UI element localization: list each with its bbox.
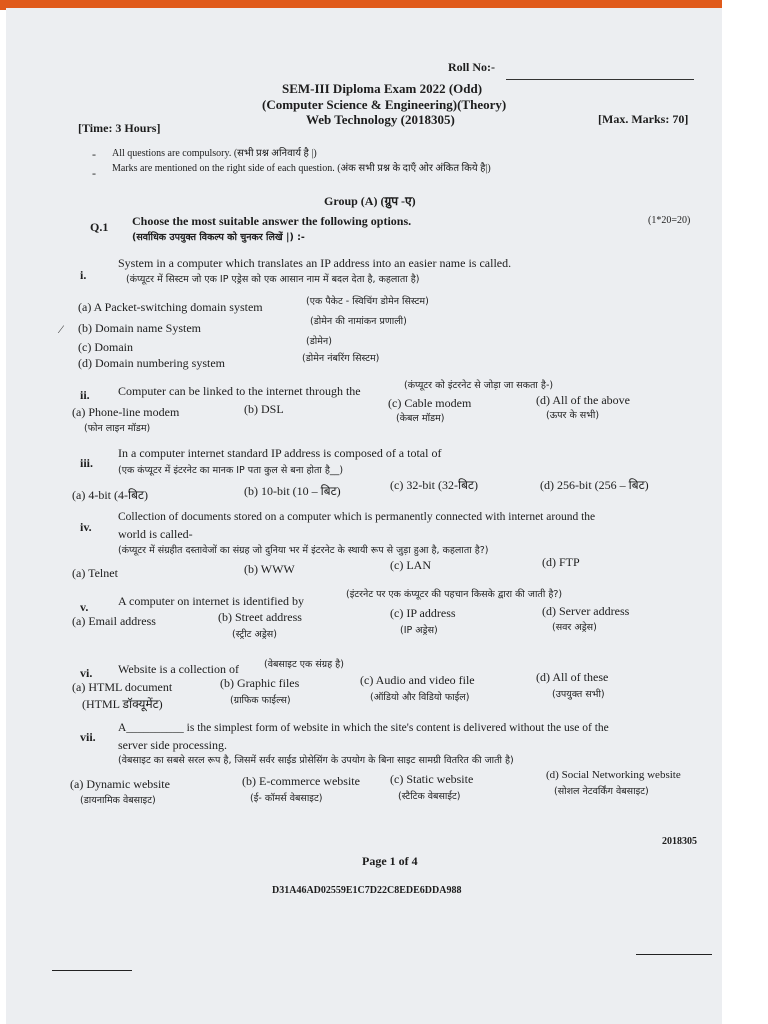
option-a: (a) A Packet-switching domain system: [78, 300, 263, 314]
question-number: ii.: [80, 388, 90, 402]
tick-mark: ⁄: [60, 322, 63, 336]
option-a: (a) Phone-line modem: [72, 405, 180, 419]
option-c-hindi: (केबल मॉडम): [396, 413, 445, 424]
option-a: (a) Dynamic website: [70, 777, 170, 791]
option-a: (a) Email address: [72, 614, 156, 628]
question-text-hindi: (कंप्यूटर में संग्रहीत दस्तावेजों का संग्रह जो दुनिया भर में इंटरनेट के स्थायी रूप से जुड़ा हुआ है, कहलाता है?): [118, 545, 489, 556]
roll-no-line: [506, 79, 694, 80]
option-d: (d) FTP: [542, 555, 580, 569]
q1-title: Choose the most suitable answer the following options.: [132, 214, 412, 228]
option-a-hindi: (एक पैकेट - स्विचिंग डोमेन सिस्टम): [306, 296, 429, 307]
bottom-right-stroke: [636, 954, 712, 955]
option-a: (a) 4-bit (4-बिट): [72, 488, 148, 502]
option-c: (c) IP address: [390, 606, 456, 620]
exam-paper: [6, 8, 722, 1024]
option-b: (b) Domain name System: [78, 321, 201, 335]
option-c-hindi: (ऑडियो और विडियो फाईल): [370, 692, 470, 703]
option-d-hindi: (सवर अड्रेस): [552, 622, 597, 633]
branch-title: (Computer Science & Engineering)(Theory): [262, 97, 507, 112]
question-text-hindi: (कंप्यूटर को इंटरनेट से जोड़ा जा सकता है-): [404, 380, 554, 391]
question-text: In a computer internet standard IP address is composed of a total of: [118, 446, 442, 460]
option-b-hindi: (डोमेन की नामांकन प्रणाली): [310, 316, 407, 327]
question-text-hindi: (वेबसाइट का सबसे सरल रूप है, जिसमें सर्वर साईड प्रोसेसिंग के उपयोग के बिना साइट सामग्री वितरित की जाती है): [118, 755, 514, 766]
option-d: (d) Social Networking website: [546, 769, 681, 781]
question-text: A computer on internet is identified by: [118, 594, 304, 608]
option-c: (c) Domain: [78, 340, 133, 354]
option-b: (b) Street address: [218, 610, 302, 624]
option-d: (d) All of these: [536, 670, 609, 684]
page-number: Page 1 of 4: [362, 854, 418, 868]
option-a-hindi: (HTML डॉक्यूमेंट): [82, 697, 163, 711]
instruction-1: All questions are compulsory. (सभी प्रश्न अनिवार्य है |): [112, 148, 317, 159]
option-d-hindi: (उपयुक्त सभी): [552, 689, 605, 700]
question-text: Computer can be linked to the internet through the: [118, 384, 361, 398]
q1-title-hindi: (सर्वाधिक उपयुक्त विकल्प को चुनकर लिखें |) :-: [132, 232, 305, 243]
option-d: (d) Server address: [542, 604, 630, 618]
question-text-hindi: (इंटरनेट पर एक कंप्यूटर की पहचान किसके द्वारा की जाती है?): [346, 589, 563, 600]
option-b: (b) DSL: [244, 402, 284, 416]
question-text: Collection of documents stored on a computer which is permanently connected with internet around the: [118, 511, 596, 523]
question-text-hindi: (कंप्यूटर में सिस्टम जो एक IP एड्रेस को एक आसान नाम में बदल देता है, कहलाता है): [126, 274, 420, 285]
question-text-hindi: (एक कंप्यूटर में इंटरनेट का मानक IP पता कुल से बना होता है__): [118, 465, 344, 476]
document-hash: D31A46AD02559E1C7D22C8EDE6DDA988: [272, 885, 462, 896]
option-a: (a) Telnet: [72, 566, 118, 580]
question-text: A__________ is the simplest form of website in which the site's content is delivered without the use of the: [118, 722, 609, 734]
option-a-hindi: (फोन लाइन मॉडम): [84, 423, 151, 434]
question-text-line2: world is called-: [118, 527, 193, 541]
option-d: (d) All of the above: [536, 393, 630, 407]
option-b-hindi: (ई- कॉमर्स वेबसाइट): [250, 793, 323, 804]
option-b-hindi: (ग्राफिक फाईल्स): [230, 695, 291, 706]
question-number: iv.: [80, 520, 92, 534]
time-label: [Time: 3 Hours]: [78, 121, 161, 135]
subject-title: Web Technology (2018305): [306, 112, 455, 127]
instruction-bullet: -: [92, 166, 96, 180]
group-heading: Group (A) (ग्रुप -ए): [324, 194, 416, 208]
paper-code: 2018305: [662, 836, 697, 847]
option-c-hindi: (स्टैटिक वेबसाईट): [398, 791, 461, 802]
question-text-hindi: (वेबसाइट एक संग्रह है): [264, 659, 344, 670]
question-number: iii.: [80, 456, 94, 470]
option-a: (a) HTML document: [72, 680, 173, 694]
option-c-hindi: (IP अड्रेस): [400, 625, 438, 636]
option-c: (c) Static website: [390, 772, 474, 786]
question-number: vi.: [80, 666, 93, 680]
option-d: (d) 256-bit (256 – बिट): [540, 478, 649, 492]
q1-number: Q.1: [90, 220, 109, 234]
right-margin: [722, 0, 768, 1024]
question-number: v.: [80, 600, 89, 614]
option-d-hindi: (सोशल नेटवर्किंग वेबसाइट): [554, 786, 649, 797]
option-b: (b) Graphic files: [220, 676, 300, 690]
exam-title: SEM-III Diploma Exam 2022 (Odd): [282, 81, 483, 96]
option-c: (c) LAN: [390, 558, 431, 572]
option-c-hindi: (डोमेन): [306, 336, 332, 347]
question-text-line2: server side processing.: [118, 738, 227, 752]
roll-no-label: Roll No:-: [448, 60, 495, 74]
option-c: (c) Cable modem: [388, 396, 472, 410]
question-text: Website is a collection of: [118, 662, 239, 676]
option-c: (c) 32-bit (32-बिट): [390, 478, 478, 492]
option-b: (b) WWW: [244, 562, 295, 576]
bottom-left-stroke: [52, 970, 132, 971]
instruction-bullet: -: [92, 147, 96, 161]
option-d-hindi: (डोमेन नंबरिंग सिस्टम): [302, 353, 380, 364]
instruction-2: Marks are mentioned on the right side of each question. (अंक सभी प्रश्न के दाएँ ओर अंकित किये है|): [112, 163, 491, 174]
question-number: i.: [80, 268, 87, 282]
question-number: vii.: [80, 730, 96, 744]
q1-marks: (1*20=20): [648, 215, 691, 226]
option-b-hindi: (स्ट्रीट अड्रेस): [232, 629, 277, 640]
option-d: (d) Domain numbering system: [78, 356, 225, 370]
option-b: (b) E-commerce website: [242, 774, 360, 788]
question-text: System in a computer which translates an IP address into an easier name is called.: [118, 256, 512, 270]
option-c: (c) Audio and video file: [360, 673, 475, 687]
option-a-hindi: (डायनामिक वेबसाइट): [80, 795, 156, 806]
option-b: (b) 10-bit (10 – बिट): [244, 484, 341, 498]
max-marks-label: [Max. Marks: 70]: [598, 112, 689, 126]
option-d-hindi: (ऊपर के सभी): [546, 410, 600, 421]
